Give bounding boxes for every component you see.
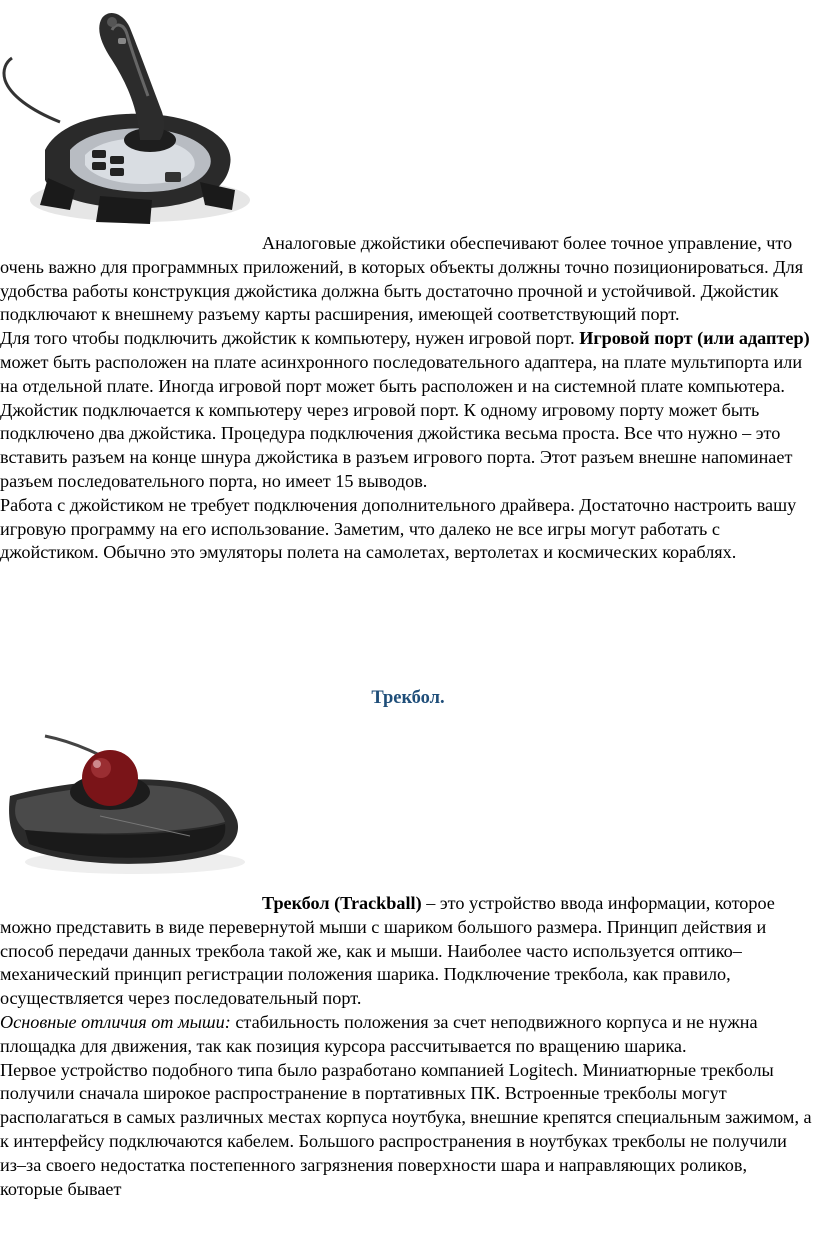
joystick-driver-paragraph: Работа с джойстиком не требует подключения дополнительного драйвера. Достаточно настроить вашу игровую программу на его использование. Заметим, что далеко не все игры могут работать с джойстиком. Обычно это эмуляторы полета на самолетах, вертолетах и космических кораблях. xyxy=(0,494,797,563)
differences-text: стабильность положения за счет неподвижного корпуса и не нужна площадка для движения, так как позиция курсора рассчитывается по вращению шарика. xyxy=(0,1011,758,1056)
trackball-heading: Трекбол. xyxy=(371,688,445,708)
joystick-image xyxy=(0,0,250,232)
game-port-paragraph xyxy=(0,327,814,398)
trackball-differences-paragraph xyxy=(0,1011,814,1059)
trackball-history-paragraph: Первое устройство подобного типа было разработано компанией Logitech. Миниатюрные трекболы получили сначала широкое распространение в портативных ПК. Встроенные трекболы могут располагаться в самых различных местах корпуса ноутбука, внешние крепятся специальным зажимом, а к интерфейсу подключаются кабелем. Большого распространения в ноутбуках трекболы не получили из–за своего недостатка постепенного загрязнения поверхности шара и направляющих роликов, которые бывает xyxy=(0,1059,812,1199)
trackball-intro-paragraph xyxy=(0,892,814,1011)
trackball-image xyxy=(5,730,245,880)
game-port-text-start: Для того чтобы подключить джойстик к компьютеру, нужен игровой порт. xyxy=(0,328,580,349)
game-port-term: Игровой порт (или адаптер) xyxy=(579,328,810,349)
differences-label: Основные отличия от мыши: xyxy=(0,1011,231,1032)
trackball-term: Трекбол (Trackball) xyxy=(262,893,422,913)
joystick-connect-paragraph: Джойстик подключается к компьютеру через игровой порт. К одному игровому порту может быть подключено два джойстика. Процедура подключения джойстика весьма проста. Все что нужно – это вставить разъем на конце шнура джойстика в разъем игрового порта. Этот разъем внешне напоминает разъем последовательного порта, но имеет 15 выводов. xyxy=(0,399,793,491)
trackball-text xyxy=(0,892,814,1201)
game-port-text-end: может быть расположен на плате асинхронного последовательного адаптера, на плате мультипорта или на отдельной плате. Иногда игровой порт может быть расположен и на системной плате компьютера. xyxy=(0,351,803,396)
trackball-definition: – это устройство ввода информации, которое можно представить в виде перевернутой мыши с шариком большого размера. Принцип действия и способ передачи данных трекбола такой же, как и мыши. Наиболее часто используется оптико–механический принцип регистрации положения шарика. Подключение трекбола, как правило, осуществляется через последовательный порт. xyxy=(0,893,775,1009)
joystick-intro-paragraph: Аналоговые джойстики обеспечивают более точное управление, что очень важно для программных приложений, в которых объекты должны точно позиционироваться. Для удобства работы конструкция джойстика должна быть достаточно прочной и устойчивой. Джойстик подключают к внешнему разъему карты расширения, имеющей соответствующий порт. xyxy=(0,233,804,325)
joystick-text xyxy=(0,232,814,565)
